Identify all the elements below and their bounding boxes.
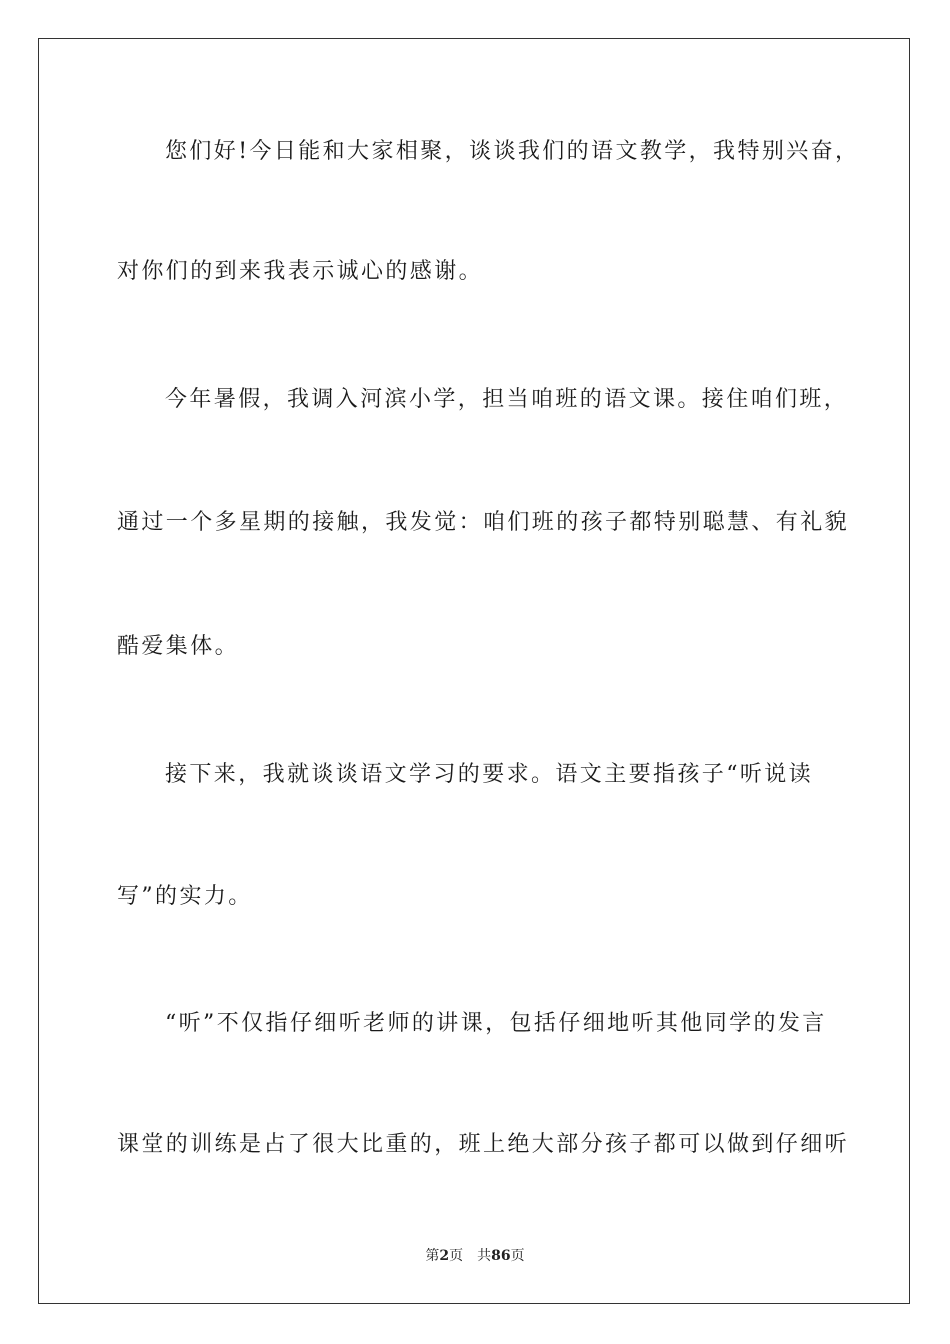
page-prefix: 第 xyxy=(425,1248,440,1264)
page-footer xyxy=(0,1246,950,1266)
total-pages: 86 xyxy=(491,1248,511,1264)
page-number: 2 xyxy=(439,1248,450,1264)
paragraph-line: 您们好!今日能和大家相聚，谈谈我们的语文教学，我特别兴奋， xyxy=(165,139,860,164)
paragraph-line: 通过一个多星期的接触，我发觉：咱们班的孩子都特别聪慧、有礼貌 xyxy=(117,510,850,535)
paragraph-line: 今年暑假，我调入河滨小学，担当咱班的语文课。接住咱们班， xyxy=(165,387,849,412)
paragraph-line: 课堂的训练是占了很大比重的，班上绝大部分孩子都可以做到仔细听 xyxy=(117,1132,850,1157)
paragraph-line: 对你们的到来我表示诚心的感谢。 xyxy=(117,259,484,284)
paragraph-line: 酷爱集体。 xyxy=(117,634,240,659)
total-suffix: 页 xyxy=(510,1248,525,1264)
page-suffix: 页 xyxy=(449,1248,464,1264)
paragraph-line: “听”不仅指仔细听老师的讲课，包括仔细地听其他同学的发言 xyxy=(165,1011,827,1036)
paragraph-line: 接下来，我就谈谈语文学习的要求。语文主要指孩子“听说读 xyxy=(165,762,814,787)
total-prefix: 共 xyxy=(477,1248,492,1264)
paragraph-line: 写”的实力。 xyxy=(117,884,253,909)
page-border xyxy=(38,38,910,1304)
